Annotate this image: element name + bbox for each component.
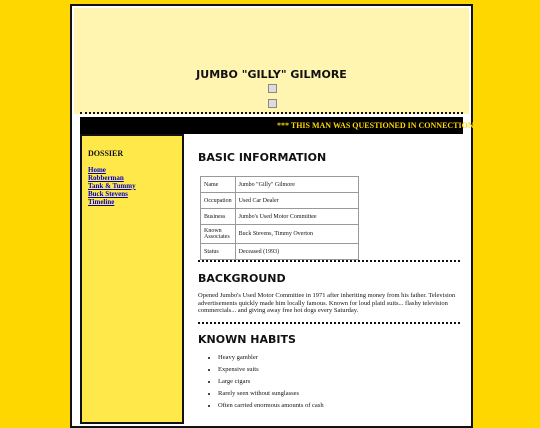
- section-divider: [198, 260, 460, 262]
- news-ticker: [80, 117, 492, 134]
- background-heading: BACKGROUND: [198, 272, 286, 285]
- row-value: Buck Stevens, Timmy Overton: [235, 225, 358, 244]
- row-label: Status: [201, 244, 236, 260]
- row-value: Used Car Dealer: [235, 193, 358, 209]
- row-label: Business: [201, 209, 236, 225]
- list-item: • Expensive suits: [218, 364, 324, 376]
- basic-info-table: [200, 176, 359, 260]
- section-divider: [198, 322, 460, 324]
- table-row: [201, 209, 359, 225]
- list-item: • Rarely seen without sunglasses: [218, 388, 324, 400]
- table-row: [201, 244, 359, 260]
- nav-link-robberman[interactable]: Robberman: [88, 174, 124, 182]
- row-value: Jumbo "Gilly" Gilmore: [235, 177, 358, 193]
- list-item: • Often carried enormous amounts of cash: [218, 400, 324, 412]
- basic-info-heading: BASIC INFORMATION: [198, 151, 327, 164]
- list-item: • Heavy gambler: [218, 352, 324, 364]
- sidebar-heading: DOSSIER: [88, 149, 124, 158]
- row-label: Occupation: [201, 193, 236, 209]
- habits-list: [198, 352, 324, 412]
- nav-link-timeline[interactable]: Timeline: [88, 198, 115, 206]
- list-item: • Large cigars: [218, 376, 324, 388]
- broken-image-icon: [268, 99, 277, 108]
- nav-link-buck-stevens[interactable]: Buck Stevens: [88, 190, 128, 198]
- background-text: Opened Jumbo's Used Motor Committee in 1971 after inheriting money from his father. Television advertisements quickly made him locally famous. Known for loud plaid suits... flashy television commercials... and giving away free hot dogs every Saturday.: [198, 292, 456, 314]
- table-row: [201, 225, 359, 244]
- row-label: Name: [201, 177, 236, 193]
- sidebar: [80, 134, 184, 424]
- ticker-text: *** THIS MAN WAS QUESTIONED IN CONNECTION WIT: [277, 121, 492, 130]
- nav-link-tank-tummy[interactable]: Tank & Tummy: [88, 182, 136, 190]
- page-title: JUMBO "GILLY" GILMORE: [196, 68, 347, 81]
- row-value: Deceased (1993): [235, 244, 358, 260]
- table-row: [201, 177, 359, 193]
- row-value: Jumbo's Used Motor Committee: [235, 209, 358, 225]
- header-divider: [80, 112, 463, 114]
- page-header: [74, 8, 469, 114]
- nav-link-home[interactable]: Home: [88, 166, 106, 174]
- main-content: [188, 134, 465, 424]
- page-frame: [70, 4, 492, 428]
- table-row: [201, 193, 359, 209]
- habits-heading: KNOWN HABITS: [198, 333, 296, 346]
- broken-image-icon: [268, 84, 277, 93]
- row-label: Known Associates: [201, 225, 236, 244]
